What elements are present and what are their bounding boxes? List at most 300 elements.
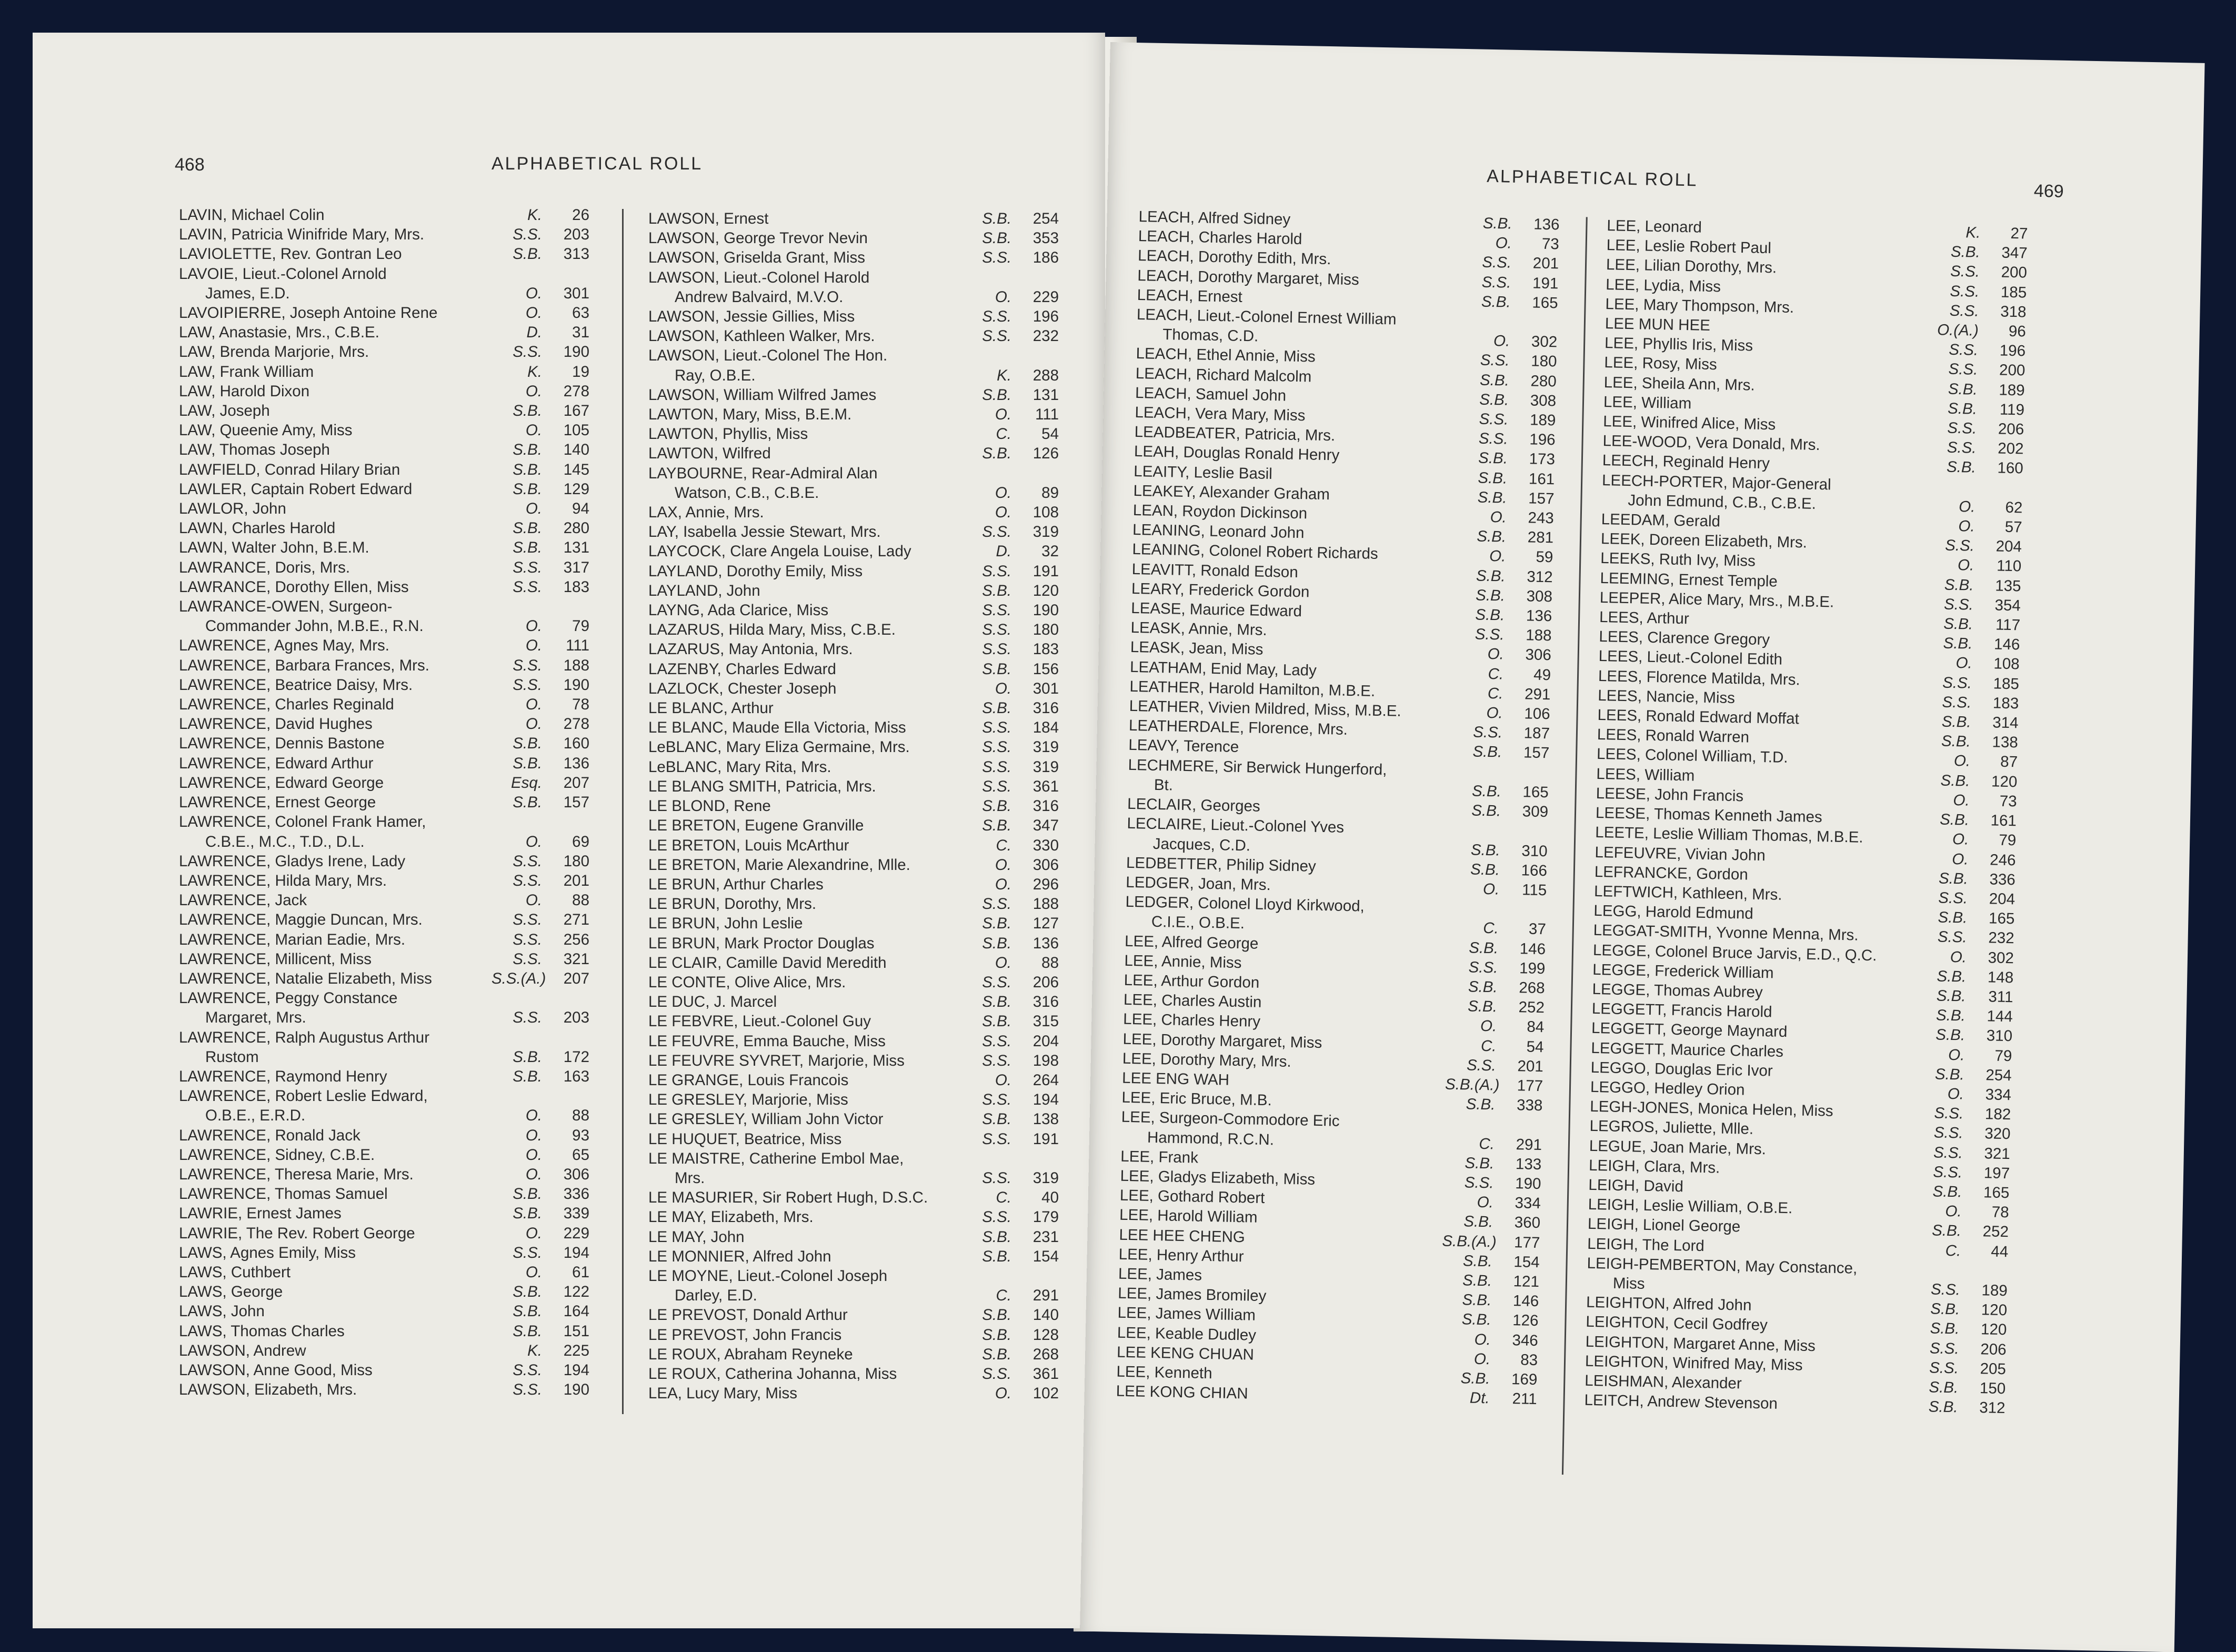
entry-page: 40 (1041, 1189, 1059, 1207)
entry-page: 160 (1997, 459, 2024, 477)
entry-name (179, 793, 492, 812)
entry-name-line: LAWSON, William Wilfred James (648, 386, 877, 404)
entry-page: 32 (1041, 543, 1059, 560)
entry-name-line: LEAH, Douglas Ronald Henry (1134, 443, 1340, 464)
entry-award: S.S. (513, 226, 542, 244)
entry-name (179, 636, 492, 655)
entry-name (648, 639, 961, 659)
entry-page: 188 (1525, 626, 1552, 645)
entry-award: O. (1480, 1017, 1497, 1035)
entry-name-continuation: Darley, E.D. (675, 1287, 757, 1305)
entry-name-line: LAW, Joseph (179, 402, 270, 420)
entry-award: Dt. (1469, 1389, 1490, 1407)
roll-entry (648, 326, 1059, 346)
entry-page: 197 (1983, 1164, 2010, 1182)
entry-page: 310 (1986, 1027, 2013, 1045)
entry-page: 184 (1032, 719, 1059, 737)
entry-award: C. (1480, 1037, 1497, 1055)
entry-name (179, 460, 492, 479)
entry-name (179, 1301, 492, 1321)
entry-name-line: LEAVY, Terence (1128, 736, 1239, 756)
entry-name-line: LEES, Florence Matilda, Mrs. (1598, 667, 1800, 689)
entry-name-line: LAWSON, George Trevor Nevin (648, 229, 868, 247)
entry-name (179, 1086, 492, 1125)
entry-award: O. (1490, 508, 1507, 526)
entry-name-line: LECLAIR, Georges (1127, 795, 1261, 815)
entry-award: S.B. (1462, 1252, 1492, 1270)
entry-award: O. (1495, 234, 1512, 252)
entry-page: 232 (1988, 929, 2014, 947)
entry-name-line: LAYLAND, Dorothy Emily, Miss (648, 562, 863, 580)
entry-name (648, 1325, 961, 1345)
entry-award: S.S. (1933, 1143, 1963, 1162)
entry-page: 186 (1032, 249, 1059, 267)
entry-name (179, 1126, 492, 1145)
entry-award: S.S. (513, 930, 542, 948)
entry-award: O. (1958, 517, 1975, 535)
entry-page: 131 (563, 539, 589, 557)
entry-award: S.B. (513, 1067, 542, 1085)
entry-name-line: LEACH, Richard Malcolm (1135, 364, 1312, 386)
entry-award: S.S. (513, 1009, 542, 1027)
entry-page: 179 (1032, 1208, 1059, 1226)
entry-page: 229 (563, 1224, 589, 1242)
entry-name (179, 225, 492, 244)
entry-award: S.S. (982, 758, 1011, 776)
entry-name-line: LAWSON, Anne Good, Miss (179, 1361, 373, 1379)
entry-award: S.B. (1934, 1065, 1964, 1084)
entry-award: O. (525, 637, 542, 655)
entry-award: S.S. (1947, 419, 1977, 437)
entry-name (179, 695, 492, 714)
entry-column-1 (1116, 207, 1559, 1409)
roll-entry (648, 757, 1059, 777)
entry-name-line: LAWRENCE, Barbara Frances, Mrs. (179, 656, 429, 674)
entry-name-line: LEE, Sheila Ann, Mrs. (1603, 373, 1755, 394)
entry-page: 157 (563, 794, 589, 812)
roll-entry (648, 503, 1059, 522)
entry-page: 361 (1032, 777, 1059, 795)
entry-name-line: LAWRIE, The Rev. Robert George (179, 1224, 415, 1242)
entry-name-line: LAWRENCE, Hilda Mary, Mrs. (179, 872, 387, 889)
entry-award: S.B. (982, 1306, 1011, 1324)
roll-entry (648, 522, 1059, 542)
entry-page: 278 (563, 715, 589, 733)
entry-name-line: LAWRENCE, Sidney, C.B.E. (179, 1146, 375, 1164)
entry-name-line: LEE, Surgeon-Commodore Eric (1121, 1108, 1340, 1130)
roll-entry (179, 1380, 589, 1399)
entry-name-line: LEAITY, Leslie Basil (1134, 462, 1273, 483)
entry-award: S.B. (1468, 978, 1498, 996)
roll-entry (179, 420, 589, 440)
entry-name (1121, 1107, 1445, 1153)
entry-award: S.B. (1936, 987, 1966, 1005)
entry-award: K. (527, 1341, 542, 1359)
entry-page: 199 (1519, 959, 1546, 977)
entry-award: S.S. (513, 578, 542, 596)
entry-award: O. (525, 500, 542, 518)
roll-entry (179, 1360, 589, 1380)
entry-page: 317 (563, 558, 589, 576)
entry-award: O. (525, 1126, 542, 1144)
entry-name (648, 503, 961, 522)
entry-page: 146 (1519, 939, 1546, 958)
entry-award: S.S. (1944, 536, 1975, 555)
entry-name-line: LAWSON, Andrew (179, 1341, 306, 1359)
roll-entry (179, 479, 589, 499)
entry-page: 194 (1032, 1091, 1059, 1109)
column-divider (1562, 217, 1588, 1475)
roll-entry (179, 852, 589, 871)
entry-award: O. (1477, 1193, 1494, 1212)
entry-award: S.B. (513, 754, 542, 772)
entry-name-line: LAX, Annie, Mrs. (648, 504, 764, 522)
entry-award: O. (1952, 850, 1969, 868)
entry-page: 189 (1981, 1281, 2008, 1300)
entry-award: S.B. (982, 915, 1011, 933)
entry-name (179, 1282, 492, 1301)
entry-page: 183 (563, 578, 589, 596)
roll-entry (648, 894, 1059, 914)
roll-entry (179, 1067, 589, 1086)
entry-name-line: LEDGER, Colonel Lloyd Kirkwood, (1125, 893, 1365, 915)
entry-award: O. (1493, 332, 1510, 350)
entry-page: 190 (563, 343, 589, 361)
entry-award: C. (996, 425, 1011, 443)
entry-name-line: LEE ENG WAH (1121, 1069, 1230, 1089)
roll-entry (648, 1345, 1059, 1364)
entry-name-line: LE MONNIER, Alfred John (648, 1247, 831, 1265)
entry-page: 190 (1515, 1175, 1541, 1193)
roll-entry (648, 1364, 1059, 1384)
entry-page: 194 (563, 1244, 589, 1261)
entry-name (648, 718, 961, 737)
entry-name (648, 973, 961, 992)
entry-name-line: LEE, Leonard (1607, 217, 1702, 236)
entry-award: O. (1482, 880, 1500, 898)
entry-page: 136 (1533, 215, 1560, 234)
entry-name-line: LEE, Annie, Miss (1124, 952, 1242, 972)
entry-award: S.S. (982, 1052, 1011, 1069)
roll-entry (179, 656, 589, 675)
entry-name-line: LE BRETON, Louis McArthur (648, 836, 849, 854)
entry-name-line: LEEDAM, Gerald (1601, 510, 1721, 530)
entry-name-line: LAWSON, Griselda Grant, Miss (648, 249, 865, 267)
entry-award: S.B. (513, 441, 542, 459)
entry-page: 89 (1041, 484, 1059, 502)
entry-award: O. (995, 504, 1011, 522)
entry-name-line: LEE, Lilian Dorothy, Mrs. (1606, 256, 1777, 277)
entry-award: S.S. (1950, 263, 1980, 281)
entry-award: C. (996, 836, 1011, 854)
entry-name-line: LEEK, Doreen Elizabeth, Mrs. (1600, 530, 1808, 552)
entry-page: 201 (1517, 1057, 1544, 1075)
entry-award: S.B. (1937, 967, 1967, 986)
entry-name-line: LEES, Clarence Gregory (1599, 628, 1770, 649)
entry-page: 161 (1990, 812, 2017, 830)
entry-award: O. (995, 856, 1011, 874)
left-page (33, 33, 1105, 1628)
entry-page: 157 (1523, 744, 1550, 762)
entry-name-line: LE FEUVRE, Emma Bauche, Miss (648, 1032, 886, 1050)
entry-name-line: LEE, Frank (1120, 1147, 1199, 1167)
entry-name-line: LAW, Brenda Marjorie, Mrs. (179, 343, 369, 361)
entry-name (179, 1028, 492, 1067)
entry-name (648, 1247, 961, 1266)
roll-entry (179, 1204, 589, 1223)
roll-entry (648, 659, 1059, 679)
entry-name (179, 479, 492, 499)
entry-award: S.S. (982, 1169, 1011, 1187)
roll-entry (179, 1184, 589, 1204)
entry-page: 148 (1987, 968, 2014, 986)
entry-award: C. (1945, 1241, 1961, 1260)
entry-name-line: LAWRANCE-OWEN, Surgeon- (179, 598, 393, 616)
entry-name (1128, 755, 1451, 800)
entry-page: 320 (1984, 1125, 2011, 1143)
entry-page: 361 (1032, 1365, 1059, 1383)
entry-name-line: LAWTON, Phyllis, Miss (648, 425, 808, 443)
entry-name (179, 1380, 492, 1399)
entry-award: S.B. (1943, 615, 1973, 633)
entry-page: 84 (1527, 1018, 1545, 1036)
entry-award: S.B. (982, 1228, 1011, 1246)
entry-name-line: LE MASURIER, Sir Robert Hugh, D.S.C. (648, 1189, 928, 1207)
entry-page: 201 (1532, 254, 1559, 273)
entry-award: S.B. (982, 1326, 1011, 1344)
entry-name-line: LEASE, Maurice Edward (1131, 599, 1302, 620)
entry-name (179, 1263, 492, 1282)
entry-award: O. (1953, 752, 1971, 770)
entry-name (179, 538, 492, 557)
roll-entry (179, 949, 589, 969)
entry-page: 136 (1032, 934, 1059, 952)
entry-name-line: LAVIN, Michael Colin (179, 206, 325, 224)
entry-page: 334 (1985, 1086, 2012, 1104)
entry-name-line: LAWRENCE, Raymond Henry (179, 1067, 387, 1085)
entry-name-line: LEASK, Jean, Miss (1130, 638, 1264, 659)
entry-name (648, 953, 961, 973)
entry-page: 140 (563, 441, 589, 459)
entry-page: 229 (1032, 288, 1059, 306)
roll-entry (648, 855, 1059, 875)
entry-name (179, 558, 492, 577)
roll-entry (179, 890, 589, 910)
entry-name-line: LEE, Leslie Robert Paul (1606, 236, 1772, 257)
entry-page: 136 (563, 754, 589, 772)
entry-name (179, 518, 492, 538)
entry-award: S.S. (1934, 1104, 1964, 1123)
entry-award: S.B. (1950, 243, 1980, 262)
entry-page: 334 (1515, 1194, 1541, 1213)
entry-page: 19 (572, 363, 589, 381)
entry-name (179, 852, 492, 871)
roll-entry (648, 346, 1059, 385)
entry-award: O. (525, 304, 542, 322)
entry-name-line: LAYLAND, John (648, 582, 760, 599)
entry-name-line: LEES, Colonel William, T.D. (1596, 745, 1788, 767)
entry-page: 65 (572, 1146, 589, 1164)
roll-entry (648, 1325, 1059, 1345)
entry-award: S.S. (513, 1381, 542, 1399)
entry-award: K. (1966, 224, 1981, 242)
entry-award: S.S. (1950, 282, 1980, 301)
roll-entry (648, 1227, 1059, 1247)
entry-name (648, 757, 961, 777)
entry-name-line: LEEMING, Ernest Temple (1600, 569, 1778, 590)
roll-entry (648, 992, 1059, 1012)
entry-award: O. (525, 892, 542, 909)
entry-name-line: LEE, Eric Bruce, M.B. (1121, 1088, 1272, 1109)
entry-award: S.S. (982, 327, 1011, 345)
entry-page: 347 (1032, 817, 1059, 835)
entry-award: S.S. (513, 911, 542, 929)
roll-entry (179, 1282, 589, 1301)
entry-page: 73 (1999, 792, 2017, 810)
entry-name-line: LAZARUS, May Antonia, Mrs. (648, 640, 853, 658)
entry-name-line: LEEKS, Ruth Ivy, Miss (1600, 549, 1756, 570)
entry-page: 316 (1032, 993, 1059, 1011)
entry-page: 319 (1032, 758, 1059, 776)
entry-page: 177 (1517, 1077, 1543, 1095)
entry-award: S.S. (513, 872, 542, 889)
entry-name-continuation: Ray, O.B.E. (675, 366, 756, 384)
entry-page: 306 (1525, 646, 1552, 664)
entry-name (179, 910, 492, 929)
entry-name (179, 1184, 492, 1204)
entry-page: 338 (1516, 1096, 1543, 1115)
entry-award: O. (525, 1165, 542, 1183)
roll-entry (179, 754, 589, 773)
entry-name-line: LAWRENCE, Beatrice Daisy, Mrs. (179, 676, 413, 694)
roll-entry (648, 1247, 1059, 1266)
entry-name (648, 1345, 961, 1364)
entry-name-continuation: Thomas, C.D. (1162, 326, 1259, 345)
entry-name-line: LAWSON, Elizabeth, Mrs. (179, 1381, 357, 1399)
entry-name-line: LE BRETON, Marie Alexandrine, Mlle. (648, 856, 910, 874)
entry-name-line: LEIGH, The Lord (1587, 1235, 1705, 1255)
entry-name-line: LEGGO, Hedley Orion (1590, 1078, 1745, 1099)
roll-entry (648, 914, 1059, 933)
entry-award: S.B. (1471, 802, 1501, 820)
entry-page: 200 (2001, 263, 2028, 282)
roll-entry (648, 953, 1059, 973)
entry-name (648, 1149, 961, 1188)
entry-name (648, 600, 961, 620)
entry-page: 115 (1521, 881, 1547, 899)
entry-name (179, 362, 492, 382)
entry-name (179, 930, 492, 949)
entry-column-2 (648, 209, 1059, 1403)
entry-name-line: LAWRENCE, Charles Reginald (179, 696, 394, 714)
entry-award: S.S. (1929, 1339, 1959, 1357)
entry-name-line: LAW, Thomas Joseph (179, 441, 330, 459)
entry-award: S.B. (1943, 634, 1973, 653)
entry-name (648, 679, 961, 698)
entry-name-continuation: O.B.E., E.R.D. (205, 1107, 306, 1125)
entry-name (179, 1165, 492, 1184)
entry-award: S.B. (1471, 782, 1502, 800)
entry-name-line: LEACH, Ernest (1137, 286, 1243, 306)
entry-name-line: LEGGETT, Maurice Charles (1591, 1039, 1784, 1060)
entry-page: 191 (1532, 274, 1559, 293)
entry-page: 26 (572, 206, 589, 224)
roll-entry (179, 695, 589, 714)
entry-name-continuation: Hammond, R.C.N. (1147, 1128, 1275, 1148)
entry-name-line: LEIGH, David (1588, 1176, 1684, 1196)
entry-name-line: LEES, Ronald Warren (1597, 726, 1750, 746)
entry-award: S.B. (1482, 214, 1512, 233)
entry-award: S.S. (1480, 352, 1510, 370)
entry-name (648, 992, 961, 1012)
entry-award: O. (995, 1385, 1011, 1403)
entry-page: 202 (1997, 439, 2024, 458)
entry-name (648, 385, 961, 405)
entry-name-line: LEACH, Charles Harold (1138, 227, 1302, 248)
roll-entry (179, 225, 589, 244)
entry-award: S.B. (982, 582, 1011, 599)
entry-page: 120 (1980, 1320, 2007, 1339)
entry-name (648, 836, 961, 855)
roll-entry (179, 636, 589, 655)
entry-name-line: LE BLANG SMITH, Patricia, Mrs. (648, 777, 876, 795)
entry-name-line: LAW, Anastasie, Mrs., C.B.E. (179, 324, 379, 342)
entry-name (648, 698, 961, 718)
entry-name-continuation: Rustom (205, 1048, 259, 1066)
roll-entry (648, 1305, 1059, 1325)
entry-page: 206 (1998, 420, 2024, 438)
entry-page: 173 (1529, 450, 1556, 468)
entry-award: O. (995, 484, 1011, 502)
roll-entry (648, 973, 1059, 992)
entry-name-continuation: Mrs. (675, 1169, 705, 1187)
roll-entry (179, 538, 589, 557)
entry-name-line: LEES, Nancie, Miss (1598, 686, 1736, 707)
entry-name-line: LEES, Ronald Edward Moffat (1597, 706, 1800, 728)
entry-name (179, 773, 492, 793)
entry-award: S.B. (1938, 869, 1969, 888)
entry-award: O. (995, 875, 1011, 893)
entry-award: S.S. (513, 558, 542, 576)
entry-award: C. (996, 1287, 1011, 1305)
entry-award: O. (525, 1146, 542, 1164)
entry-name-line: LEE, James (1118, 1265, 1202, 1284)
entry-name-line: LAVIOLETTE, Rev. Gontran Leo (179, 245, 402, 263)
entry-award: S.S. (513, 676, 542, 694)
entry-page: 165 (1988, 909, 2015, 928)
entry-award: S.B. (982, 660, 1011, 678)
entry-award: K. (997, 366, 1011, 384)
entry-award: O.(A.) (1937, 321, 1979, 339)
entry-name (179, 401, 492, 420)
entry-page: 254 (1986, 1066, 2012, 1084)
roll-entry (648, 1149, 1059, 1188)
roll-entry (179, 558, 589, 577)
roll-entry (648, 698, 1059, 718)
entry-name (648, 542, 961, 561)
entry-award: S.S.(A.) (492, 969, 546, 987)
entry-award: C. (1487, 684, 1503, 703)
entry-award: S.B. (1936, 1026, 1966, 1044)
entry-award: S.S. (982, 777, 1011, 795)
entry-award: D. (526, 324, 542, 342)
entry-page: 264 (1032, 1071, 1059, 1089)
entry-name (648, 1129, 961, 1149)
entry-award: O. (1957, 556, 1974, 575)
entry-page: 78 (1991, 1203, 2009, 1222)
entry-name-line: LAWRENCE, Thomas Samuel (179, 1185, 388, 1203)
entry-name-line: LEANING, Colonel Robert Richards (1132, 540, 1379, 563)
